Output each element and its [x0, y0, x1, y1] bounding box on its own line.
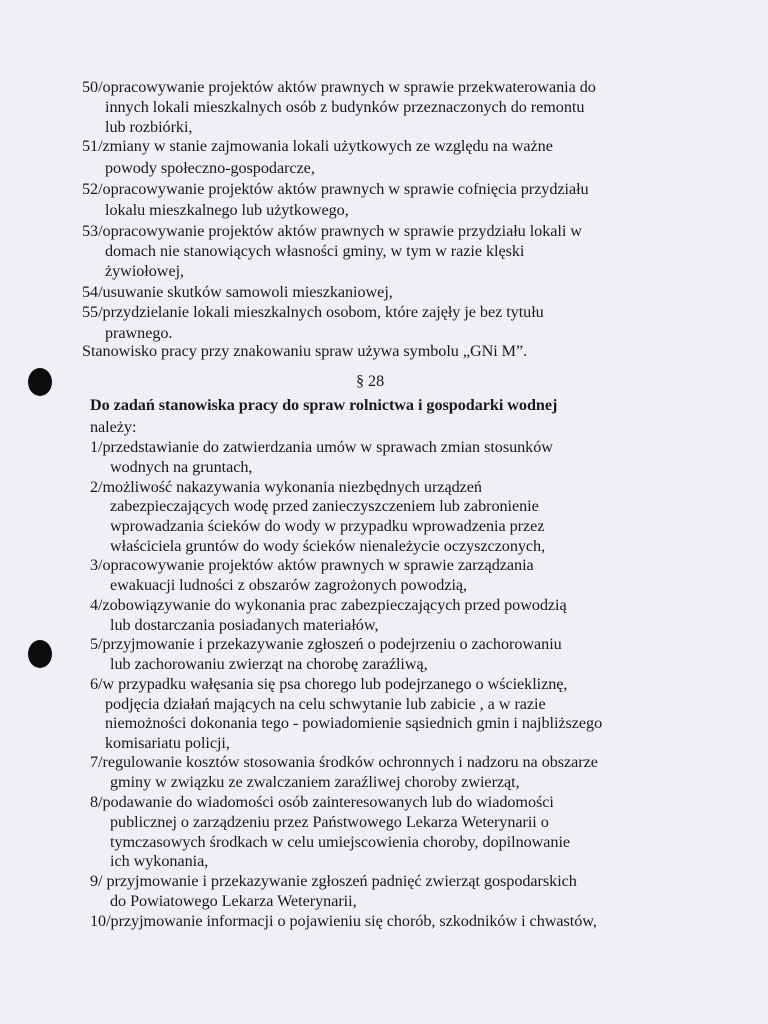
- text-line: innych lokali mieszkalnych osób z budynków przeznaczonych do remontu: [105, 98, 585, 116]
- text-line: publicznej o zarządzeniu przez Państwowego Lekarza Weterynarii o: [110, 813, 549, 831]
- text-line: prawnego.: [105, 324, 173, 342]
- text-line: Stanowisko pracy przy znakowaniu spraw używa symbolu „GNi M”.: [82, 342, 528, 360]
- text-line: domach nie stanowiących własności gminy, w tym w razie klęski: [105, 242, 525, 260]
- text-line: właściciela gruntów do wody ścieków nienależycie oczyszczonych,: [110, 537, 546, 555]
- text-line: żywiołowej,: [105, 262, 185, 280]
- text-line: 2/możliwość nakazywania wykonania niezbędnych urządzeń: [90, 478, 482, 496]
- text-line: 7/regulowanie kosztów stosowania środków ochronnych i nadzoru na obszarze: [90, 753, 598, 771]
- text-line: powody społeczno-gospodarcze,: [105, 159, 315, 177]
- text-line: 6/w przypadku wałęsania się psa chorego lub podejrzanego o wściekliznę,: [90, 675, 568, 693]
- text-line: niemożności dokonania tego - powiadomienie sąsiednich gmin i najbliższego: [105, 714, 603, 732]
- punch-hole-bottom: [28, 640, 52, 668]
- text-line: lub zachorowaniu zwierząt na chorobę zaraźliwą,: [110, 655, 428, 673]
- text-line: 50/opracowywanie projektów aktów prawnych w sprawie przekwaterowania do: [82, 78, 596, 96]
- text-line: lokalu mieszkalnego lub użytkowego,: [105, 201, 349, 219]
- text-line: gminy w związku ze zwalczaniem zaraźliwej choroby zwierząt,: [110, 773, 520, 791]
- text-line: 53/opracowywanie projektów aktów prawnych w sprawie przydziału lokali w: [82, 222, 582, 240]
- text-line: 5/przyjmowanie i przekazywanie zgłoszeń o podejrzeniu o zachorowaniu: [90, 635, 562, 653]
- text-line: ewakuacji ludności z obszarów zagrożonych powodzią,: [110, 576, 468, 594]
- text-line: ich wykonania,: [110, 852, 209, 870]
- section-intro: należy:: [90, 418, 137, 436]
- text-line: podjęcia działań mających na celu schwytanie lub zabicie , a w razie: [105, 695, 546, 713]
- text-line: 10/przyjmowanie informacji o pojawieniu się chorób, szkodników i chwastów,: [90, 912, 597, 930]
- text-line: 51/zmiany w stanie zajmowania lokali użytkowych ze względu na ważne: [82, 137, 553, 155]
- text-line: 4/zobowiązywanie do wykonania prac zabezpieczających przed powodzią: [90, 596, 567, 614]
- text-line: 1/przedstawianie do zatwierdzania umów w sprawach zmian stosunków: [90, 438, 553, 456]
- text-line: 9/ przyjmowanie i przekazywanie zgłoszeń padnięć zwierząt gospodarskich: [90, 872, 577, 890]
- text-line: tymczasowych środkach w celu umiejscowienia choroby, dopilnowanie: [110, 833, 571, 851]
- punch-hole-top: [28, 368, 52, 396]
- text-line: zabezpieczających wodę przed zanieczyszczeniem lub zabronienie: [110, 497, 539, 515]
- text-line: wodnych na gruntach,: [110, 458, 253, 476]
- text-line: 8/podawanie do wiadomości osób zainteresowanych lub do wiadomości: [90, 793, 554, 811]
- text-line: lub dostarczania posiadanych materiałów,: [110, 616, 379, 634]
- text-line: komisariatu policji,: [105, 734, 230, 752]
- text-line: 54/usuwanie skutków samowoli mieszkaniowej,: [82, 283, 393, 301]
- text-line: 3/opracowywanie projektów aktów prawnych w sprawie zarządzania: [90, 556, 534, 574]
- text-line: wprowadzania ścieków do wody w przypadku wprowadzenia przez: [110, 517, 545, 535]
- text-line: 52/opracowywanie projektów aktów prawnych w sprawie cofnięcia przydziału: [82, 180, 589, 198]
- text-line: lub rozbiórki,: [105, 118, 193, 136]
- section-heading: Do zadań stanowiska pracy do spraw rolnictwa i gospodarki wodnej: [90, 396, 558, 414]
- text-line: do Powiatowego Lekarza Weterynarii,: [110, 892, 357, 910]
- section-mark: § 28: [356, 372, 385, 390]
- text-line: 55/przydzielanie lokali mieszkalnych osobom, które zajęły je bez tytułu: [82, 303, 544, 321]
